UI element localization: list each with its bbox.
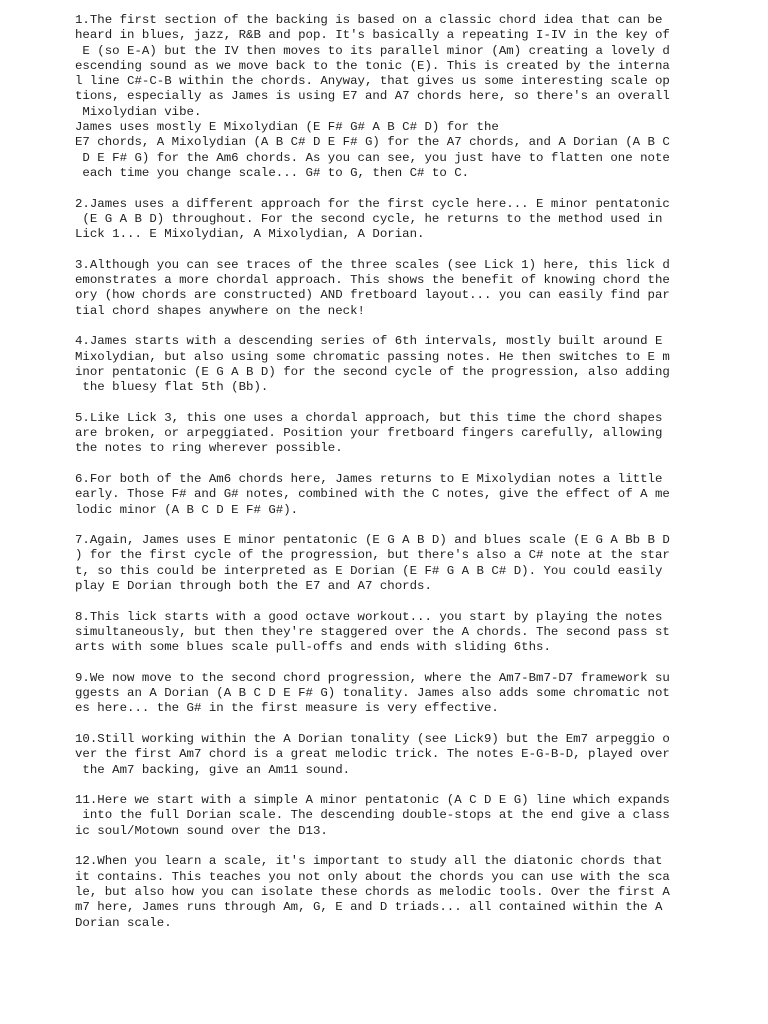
lick-paragraph-4 [75, 334, 685, 395]
text-line: lodic minor (A B C D E F# G#). [75, 502, 299, 517]
text-line: 2.James uses a different approach for the first cycle here... E minor pentatonic [75, 196, 670, 211]
text-line: (E G A B D) throughout. For the second cycle, he returns to the method used in [75, 211, 663, 226]
text-line: 11.Here we start with a simple A minor pentatonic (A C D E G) line which expands [75, 793, 670, 808]
text-line: 4.James starts with a descending series of 6th intervals, mostly built around E [75, 334, 663, 349]
text-line: play E Dorian through both the E7 and A7 chords. [75, 578, 432, 593]
text-line: escending sound as we move back to the tonic (E). This is created by the interna [75, 58, 670, 73]
text-line: E (so E-A) but the IV then moves to its parallel minor (Am) creating a lovely d [75, 43, 670, 58]
lick-paragraph-3 [75, 258, 685, 319]
text-line: m7 here, James runs through Am, G, E and D triads... all contained within the A [75, 900, 663, 915]
lick-paragraph-2 [75, 197, 685, 243]
text-line: 3.Although you can see traces of the three scales (see Lick 1) here, this lick d [75, 257, 670, 272]
text-line: t, so this could be interpreted as E Dorian (E F# G A B C# D). You could easily [75, 563, 663, 578]
text-line: 12.When you learn a scale, it's important to study all the diatonic chords that [75, 854, 663, 869]
text-line: 6.For both of the Am6 chords here, James returns to E Mixolydian notes a little [75, 471, 663, 486]
lick-paragraph-8 [75, 610, 685, 656]
text-line: into the full Dorian scale. The descending double-stops at the end give a class [75, 808, 670, 823]
text-line: ggests an A Dorian (A B C D E F# G) tonality. James also adds some chromatic not [75, 686, 670, 701]
text-line: Dorian scale. [75, 915, 172, 930]
text-line: it contains. This teaches you not only about the chords you can use with the sca [75, 869, 670, 884]
text-line: 1.The first section of the backing is based on a classic chord idea that can be [75, 13, 663, 27]
lick-paragraph-9 [75, 671, 685, 717]
text-line: 10.Still working within the A Dorian tonality (see Lick9) but the Em7 arpeggio o [75, 731, 670, 746]
text-line: l line C#-C-B within the chords. Anyway, that gives us some interesting scale op [75, 74, 670, 89]
lick-paragraph-7 [75, 533, 685, 594]
text-line: es here... the G# in the first measure is very effective. [75, 701, 499, 716]
text-line: each time you change scale... G# to G, then C# to C. [75, 165, 470, 180]
text-line: James uses mostly E Mixolydian (E F# G# A B C# D) for the [75, 120, 499, 135]
text-line: le, but also how you can isolate these chords as melodic tools. Over the first A [75, 884, 670, 899]
text-line: are broken, or arpeggiated. Position your fretboard fingers carefully, allowing [75, 426, 663, 441]
text-line: ) for the first cycle of the progression, but there's also a C# note at the star [75, 548, 670, 563]
text-line: Mixolydian, but also using some chromatic passing notes. He then switches to E m [75, 349, 670, 364]
lick-paragraph-1 [75, 13, 685, 181]
text-line: E7 chords, A Mixolydian (A B C# D E F# G) for the A7 chords, and A Dorian (A B C [75, 135, 670, 150]
text-line: the Am7 backing, give an Am11 sound. [75, 762, 351, 777]
lick-paragraph-12 [75, 854, 685, 930]
text-line: the notes to ring wherever possible. [75, 441, 343, 456]
document-page [75, 13, 685, 946]
text-line: 8.This lick starts with a good octave workout... you start by playing the notes [75, 609, 663, 624]
text-line: D E F# G) for the Am6 chords. As you can see, you just have to flatten one note [75, 150, 670, 165]
text-line: simultaneously, but then they're staggered over the A chords. The second pass st [75, 624, 670, 639]
text-line: early. Those F# and G# notes, combined with the C notes, give the effect of A me [75, 487, 670, 502]
text-line: 9.We now move to the second chord progression, where the Am7-Bm7-D7 framework su [75, 670, 670, 685]
text-line: inor pentatonic (E G A B D) for the second cycle of the progression, also adding [75, 364, 670, 379]
lick-paragraph-6 [75, 472, 685, 518]
text-line: Lick 1... E Mixolydian, A Mixolydian, A Dorian. [75, 227, 425, 242]
text-line: tial chord shapes anywhere on the neck! [75, 303, 365, 318]
lick-paragraph-10 [75, 732, 685, 778]
text-line: the bluesy flat 5th (Bb). [75, 380, 269, 395]
text-line: ver the first Am7 chord is a great melodic trick. The notes E-G-B-D, played over [75, 747, 670, 762]
text-line: emonstrates a more chordal approach. This shows the benefit of knowing chord the [75, 273, 670, 288]
text-line: tions, especially as James is using E7 and A7 chords here, so there's an overall [75, 89, 670, 104]
text-line: heard in blues, jazz, R&B and pop. It's basically a repeating I-IV in the key of [75, 28, 670, 43]
text-line: ic soul/Motown sound over the D13. [75, 823, 328, 838]
text-line: ory (how chords are constructed) AND fretboard layout... you can easily find par [75, 288, 670, 303]
lick-paragraph-5 [75, 411, 685, 457]
lick-paragraph-11 [75, 793, 685, 839]
text-line: 7.Again, James uses E minor pentatonic (E G A B D) and blues scale (E G A Bb B D [75, 533, 670, 548]
text-line: arts with some blues scale pull-offs and ends with sliding 6ths. [75, 640, 551, 655]
text-line: Mixolydian vibe. [75, 104, 202, 119]
text-line: 5.Like Lick 3, this one uses a chordal approach, but this time the chord shapes [75, 410, 663, 425]
